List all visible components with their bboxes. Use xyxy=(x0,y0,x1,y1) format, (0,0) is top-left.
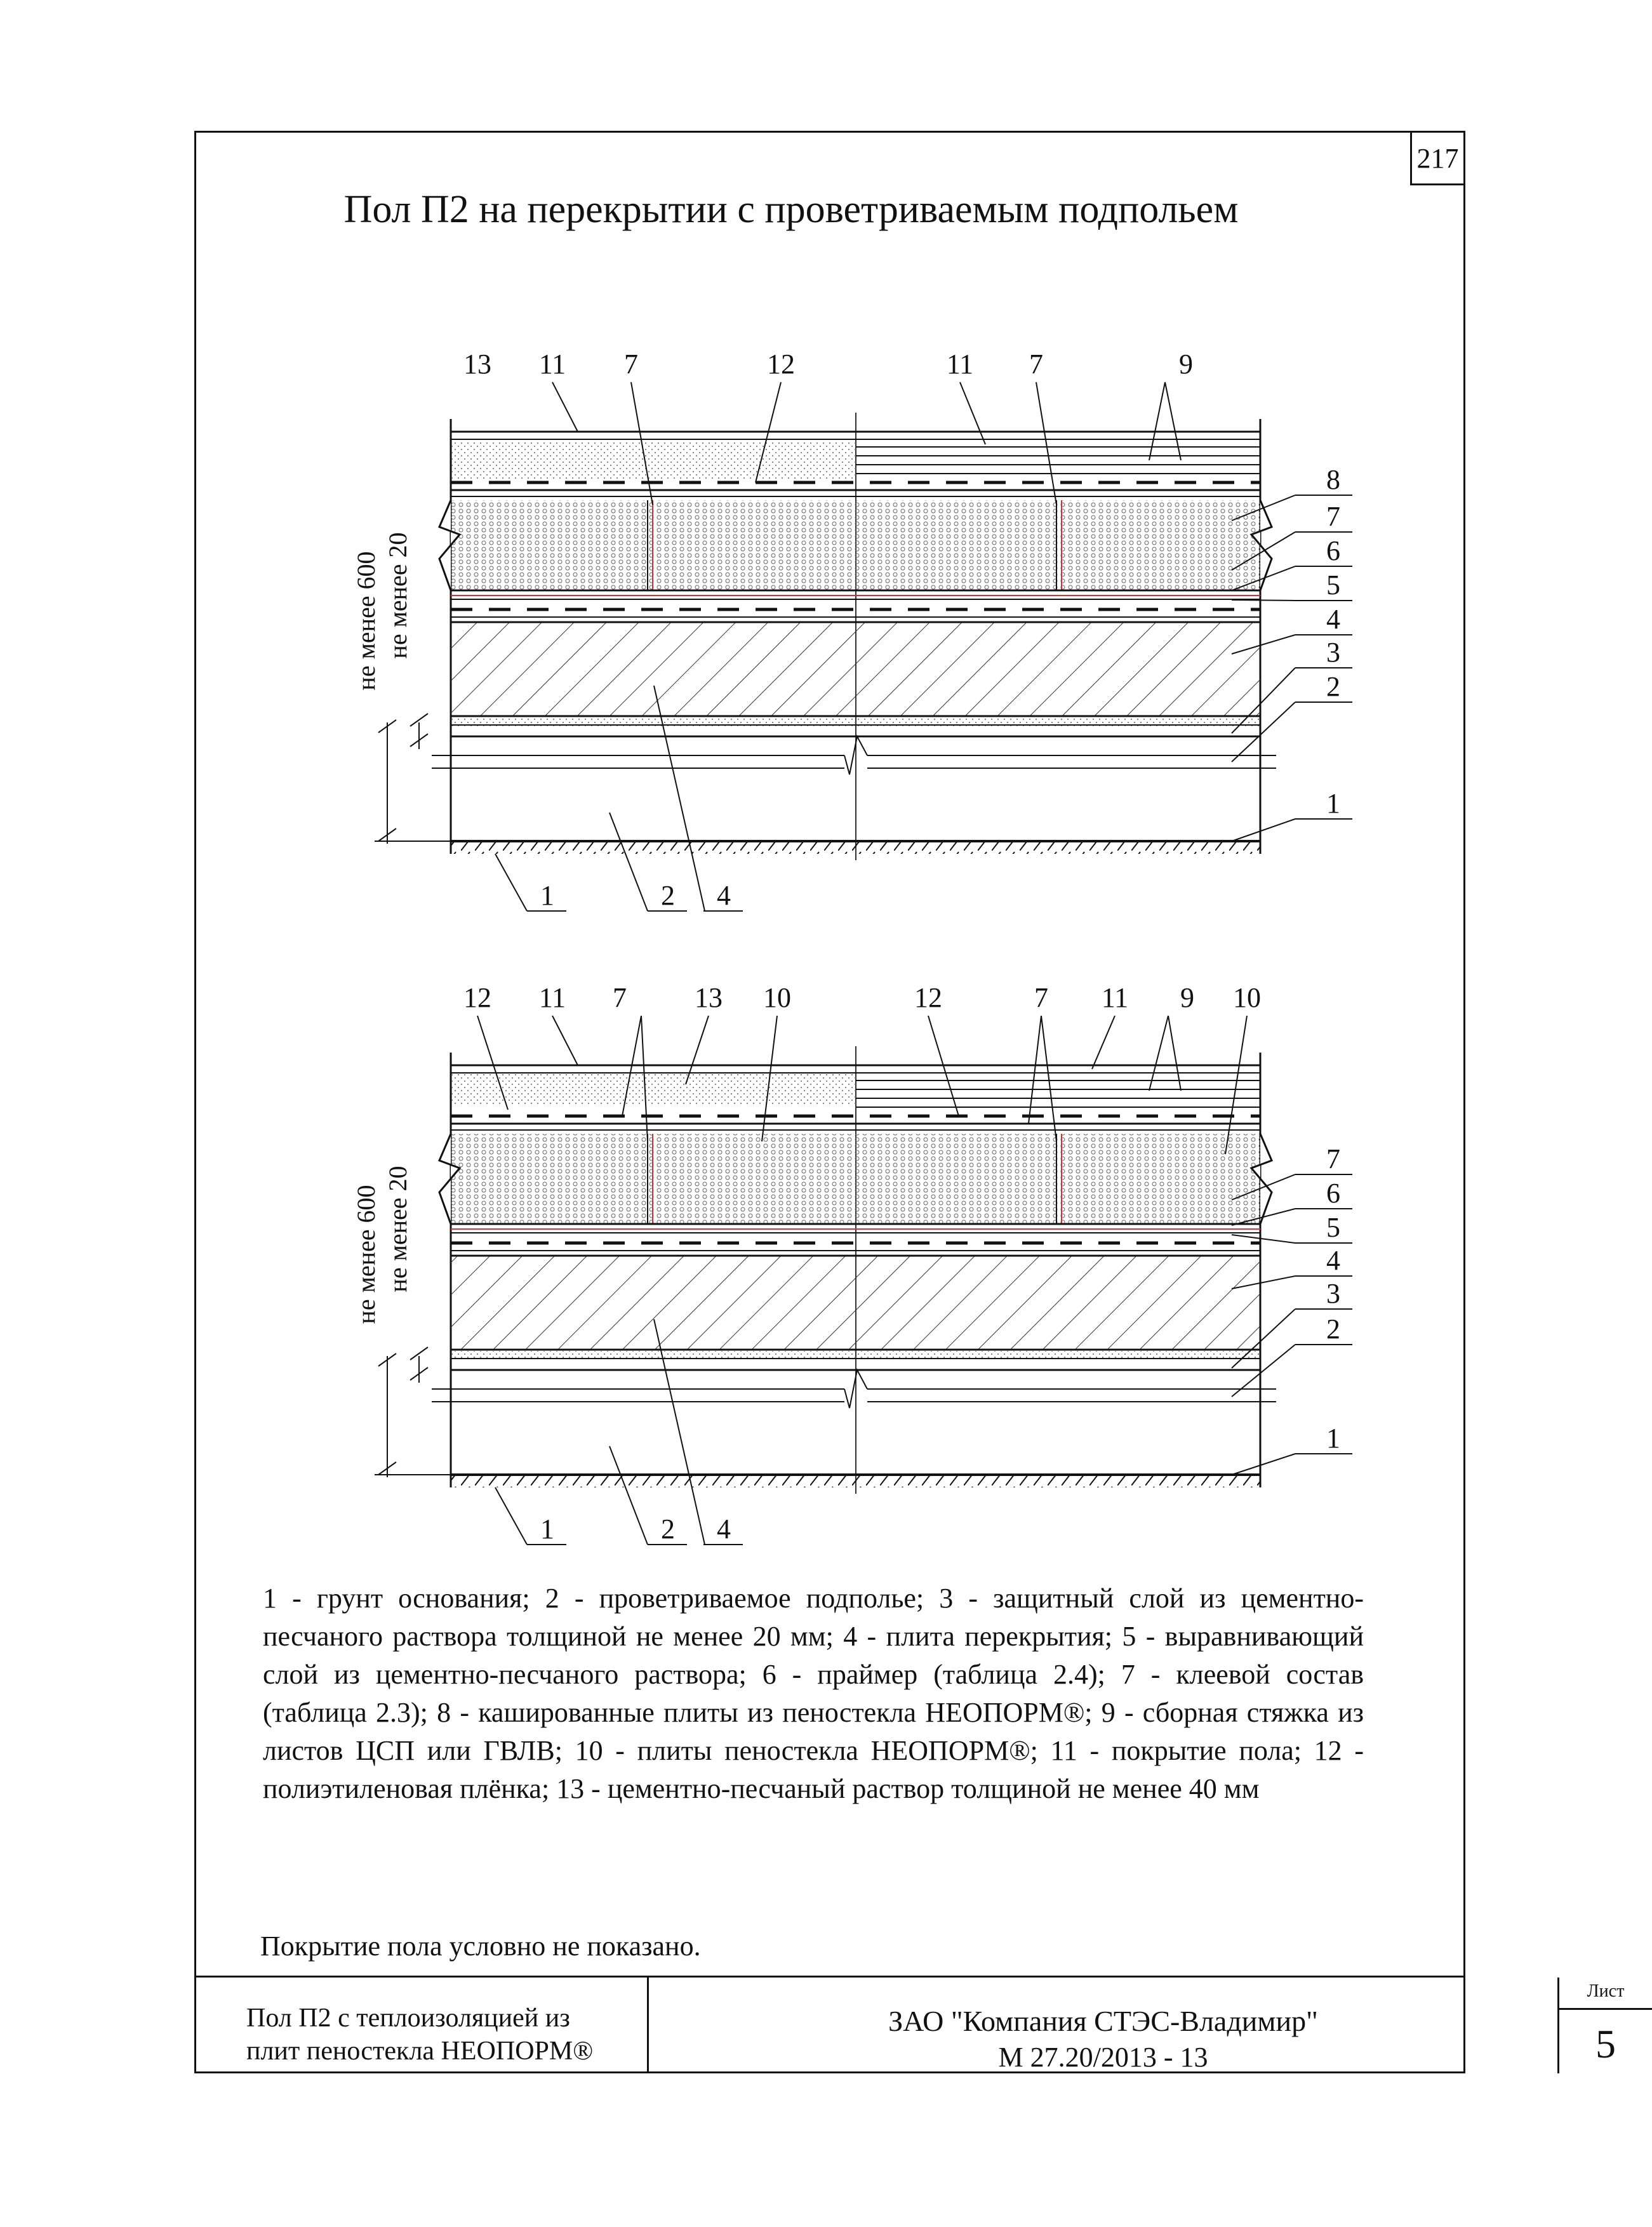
callout-number: 4 xyxy=(717,1513,731,1545)
leader-line xyxy=(1092,1016,1115,1069)
callout-number: 13 xyxy=(695,982,723,1013)
callout-number: 1 xyxy=(540,1513,554,1545)
ground-hatch xyxy=(451,1476,1260,1487)
callout-number: 12 xyxy=(463,982,491,1013)
callout-number: 4 xyxy=(717,880,731,911)
page-number: 217 xyxy=(1410,131,1465,185)
callout-number: 5 xyxy=(1326,569,1340,601)
leader-line xyxy=(1225,1016,1247,1154)
callout-number: 7 xyxy=(1029,349,1043,380)
callout-number: 2 xyxy=(1326,1313,1340,1345)
dimension-label: не менее 600 xyxy=(352,551,380,691)
sheet-label: Лист xyxy=(1587,1981,1625,2001)
leader-line xyxy=(552,1016,578,1065)
callout-number: 12 xyxy=(767,349,795,380)
title-block-sheet xyxy=(1559,1978,1652,2073)
leader-line xyxy=(1232,1454,1295,1475)
callout-number: 13 xyxy=(463,349,491,380)
ground-hatch xyxy=(451,842,1260,854)
sheet-number: 5 xyxy=(1595,2021,1616,2066)
dimension-label: не менее 20 xyxy=(383,532,412,659)
callout-number: 7 xyxy=(1326,501,1340,532)
callout-number: 9 xyxy=(1180,982,1194,1013)
company-name: ЗАО "Компания СТЭС-Владимир" xyxy=(888,2005,1318,2037)
callout-number: 11 xyxy=(538,349,566,380)
dimension-label: не менее 600 xyxy=(352,1185,380,1324)
leader-line xyxy=(495,854,527,911)
callout-number: 1 xyxy=(540,880,554,911)
callout-number: 7 xyxy=(624,349,638,380)
title-block-company xyxy=(649,1978,1559,2073)
leader-line xyxy=(552,382,578,432)
leader-line xyxy=(1232,1235,1295,1243)
callout-number: 6 xyxy=(1326,535,1340,566)
mortar-fill xyxy=(451,1074,856,1106)
description-line-1: Пол П2 с теплоизоляцией из xyxy=(246,2004,570,2033)
slab-hatch xyxy=(451,1256,1260,1350)
leader-line xyxy=(1232,600,1295,601)
leader-line xyxy=(960,382,985,444)
leader-line xyxy=(610,813,648,911)
legend-text: 1 - грунт основания; 2 - проветриваемое подполье; 3 - защитный слой из цементно-песчаного раствора толщиной не менее 20 мм; 4 - плита перекрытия; 5 - выравнивающий слой из цементно-песчаного раствора; 6 - праймер (таблица 2.4); 7 - клеевой состав (таблица 2.3); 8 - кашированные плиты из пеностекла НЕОПОРМ®; 9 - сборная стяжка из листов ЦСП или ГВЛВ; 10 - плиты пеностекла НЕОПОРМ®; 11 - покрытие пола; 12 - полиэтиленовая плёнка; 13 - цементно-песчаный раствор толщиной не менее 40 мм xyxy=(263,1583,1364,1804)
leader-line xyxy=(610,1446,648,1545)
callout-number: 2 xyxy=(1326,671,1340,702)
callout-number: 8 xyxy=(1326,464,1340,495)
note-text: Покрытие пола условно не показано. xyxy=(260,1931,701,1962)
callout-number: 7 xyxy=(613,982,627,1013)
callout-number: 3 xyxy=(1326,637,1340,668)
drawing-title: Пол П2 на перекрытии с проветриваемым подпольем xyxy=(343,188,1239,231)
leader-line xyxy=(1149,382,1165,460)
mortar-fill xyxy=(451,441,856,479)
floor-section-2 xyxy=(352,982,1352,1545)
callout-number: 7 xyxy=(1034,982,1048,1013)
callout-number: 5 xyxy=(1326,1212,1340,1243)
leader-line xyxy=(1149,1016,1168,1091)
callout-number: 1 xyxy=(1326,1423,1340,1454)
callout-number: 12 xyxy=(914,982,942,1013)
callout-number: 4 xyxy=(1326,1245,1340,1276)
callout-number: 1 xyxy=(1326,788,1340,819)
leader-line xyxy=(686,1016,709,1084)
callout-number: 11 xyxy=(946,349,974,380)
callout-number: 9 xyxy=(1179,349,1193,380)
callout-number: 2 xyxy=(661,880,675,911)
callout-number: 2 xyxy=(661,1513,675,1545)
document-code: М 27.20/2013 - 13 xyxy=(998,2042,1208,2073)
callout-number: 10 xyxy=(763,982,791,1013)
title-block-description xyxy=(194,1978,649,2073)
sheet-divider xyxy=(1559,2008,1652,2010)
foamglass-fill xyxy=(451,500,1260,590)
floor-section-1 xyxy=(352,349,1352,911)
slab-hatch xyxy=(451,622,1260,716)
leader-line xyxy=(1165,382,1181,460)
callout-number: 11 xyxy=(538,982,566,1013)
callout-number: 7 xyxy=(1326,1143,1340,1174)
leader-line xyxy=(1232,819,1295,841)
callout-number: 11 xyxy=(1101,982,1129,1013)
callout-number: 6 xyxy=(1326,1178,1340,1209)
callout-number: 4 xyxy=(1326,604,1340,635)
leader-line xyxy=(1041,1016,1056,1141)
leader-line xyxy=(495,1487,527,1545)
dimension-label: не менее 20 xyxy=(383,1166,412,1293)
callout-number: 10 xyxy=(1233,982,1261,1013)
foamglass-fill xyxy=(451,1134,1260,1224)
callout-number: 3 xyxy=(1326,1278,1340,1309)
title-block xyxy=(194,1976,1625,2073)
leader-line xyxy=(1168,1016,1181,1091)
description-line-2: плит пеностекла НЕОПОРМ® xyxy=(246,2037,594,2066)
leader-line xyxy=(1036,382,1056,505)
